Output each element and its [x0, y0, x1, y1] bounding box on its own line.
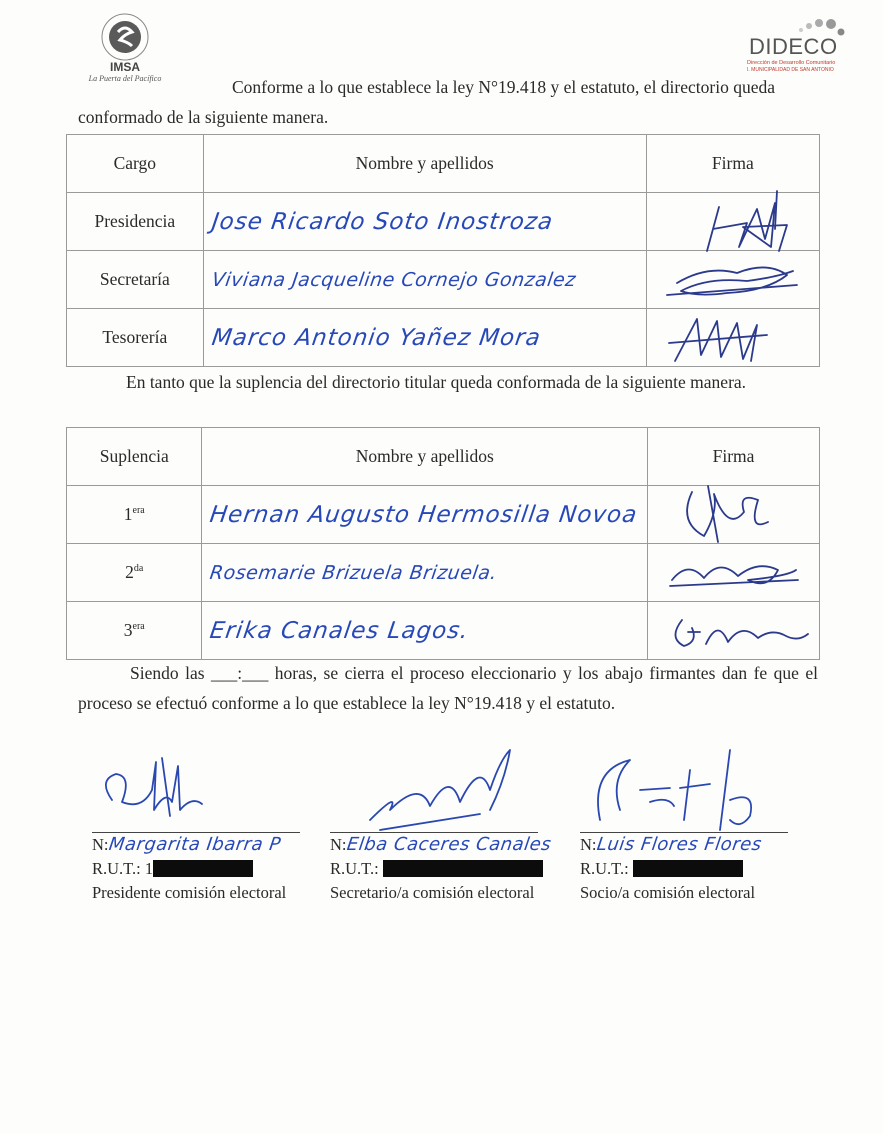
- signatory-role: Presidente comisión electoral: [92, 883, 287, 902]
- signature-line: [580, 832, 788, 833]
- header-cargo: Cargo: [67, 135, 204, 193]
- header-nombre: Nombre y apellidos: [203, 135, 646, 193]
- handwritten-name: Rosemarie Brizuela Brizuela.: [208, 561, 499, 584]
- handwritten-name: Hernan Augusto Hermosilla Novoa: [208, 501, 640, 528]
- signature-mark: [648, 598, 824, 662]
- ordinal-number: 2: [125, 562, 134, 582]
- rut-label: R.U.T.:: [330, 859, 379, 878]
- cargo-cell: Tesorería: [67, 309, 204, 367]
- suplencia-cell: [67, 486, 202, 544]
- table-header-row: [67, 135, 820, 193]
- table-row: [67, 486, 820, 544]
- signature-block-president: [92, 740, 312, 910]
- header-firma: Firma: [646, 135, 819, 193]
- signature-line: [92, 832, 300, 833]
- header-nombre: Nombre y apellidos: [202, 428, 648, 486]
- table-header-row: [67, 428, 820, 486]
- signature-mark: [648, 540, 824, 604]
- dideco-subtitle: Dirección de Desarrollo Comunitario: [747, 60, 836, 66]
- cargo-cell: Secretaría: [67, 251, 204, 309]
- dideco-logo: [735, 14, 845, 76]
- suplencia-cell: [67, 544, 202, 602]
- signature-mark: [647, 305, 823, 369]
- signature-mark: [648, 482, 824, 546]
- signature-cell: [646, 193, 819, 251]
- name-cell: [202, 544, 648, 602]
- substitutes-table: [66, 427, 820, 660]
- signature-mark: [92, 740, 312, 835]
- signatory-name: Luis Flores Flores: [595, 834, 763, 855]
- imsa-tagline: La Puerta del Pacífico: [88, 74, 162, 83]
- dideco-municipality: I. MUNICIPALIDAD DE SAN ANTONIO: [747, 67, 834, 73]
- table-row: [67, 602, 820, 660]
- signature-cell: [648, 602, 820, 660]
- table-row: [67, 251, 820, 309]
- table-row: [67, 193, 820, 251]
- header-suplencia: Suplencia: [67, 428, 202, 486]
- signatory-name: Elba Caceres Canales: [345, 834, 553, 855]
- rut-label: R.U.T.:: [580, 859, 629, 878]
- closing-paragraph: Siendo las ___:___ horas, se cierra el proceso eleccionario y los abajo firmantes dan fe que el proceso se efectuó conforme a lo que establece la ley N°19.418 y el estatuto.: [78, 663, 818, 713]
- signature-line: [330, 832, 538, 833]
- name-cell: [202, 602, 648, 660]
- intro-paragraph: Conforme a lo que establece la ley N°19.418 y el estatuto, el directorio queda conformado de la siguiente manera.: [78, 77, 775, 127]
- ordinal-suffix: era: [132, 505, 145, 517]
- ordinal-suffix: era: [132, 621, 145, 633]
- signatory-role: Secretario/a comisión electoral: [330, 883, 535, 902]
- signature-mark: [330, 740, 550, 835]
- rut-redaction: [633, 860, 743, 877]
- signature-cell: [648, 544, 820, 602]
- handwritten-name: Marco Antonio Yañez Mora: [209, 324, 543, 351]
- signatory-name: Margarita Ibarra P: [107, 834, 282, 855]
- cargo-cell: Presidencia: [67, 193, 204, 251]
- dideco-name: DIDECO: [749, 34, 838, 59]
- suplencia-cell: [67, 602, 202, 660]
- name-label: N:: [330, 835, 347, 854]
- signature-block-member: [580, 740, 800, 910]
- imsa-name: IMSA: [110, 60, 140, 74]
- board-table: [66, 134, 820, 367]
- header-firma: Firma: [648, 428, 820, 486]
- handwritten-name: Jose Ricardo Soto Inostroza: [209, 208, 555, 235]
- name-cell: [202, 486, 648, 544]
- name-cell: [203, 309, 646, 367]
- signature-cell: [646, 309, 819, 367]
- name-cell: [203, 193, 646, 251]
- ordinal-number: 1: [123, 504, 133, 524]
- signature-mark: [580, 740, 800, 835]
- signature-block-secretary: [330, 740, 553, 910]
- handwritten-name: Erika Canales Lagos.: [208, 617, 471, 644]
- rut-redaction: [153, 860, 253, 877]
- name-label: N:: [580, 835, 597, 854]
- rut-redaction: [383, 860, 543, 877]
- signature-mark: [647, 189, 823, 253]
- substitute-paragraph: En tanto que la suplencia del directorio titular queda conformada de la siguiente manera.: [126, 372, 747, 392]
- municipal-seal-icon: [100, 12, 150, 62]
- signatory-role: Socio/a comisión electoral: [580, 883, 756, 902]
- dots-icon: [765, 14, 845, 36]
- table-row: [67, 544, 820, 602]
- signature-cell: [646, 251, 819, 309]
- name-cell: [203, 251, 646, 309]
- rut-visible: 1: [144, 859, 154, 878]
- rut-label: R.U.T.:: [92, 859, 141, 878]
- signature-mark: [647, 247, 823, 311]
- table-row: [67, 309, 820, 367]
- name-label: N:: [92, 835, 109, 854]
- ordinal-suffix: da: [133, 563, 144, 575]
- ordinal-number: 3: [123, 620, 133, 640]
- signature-cell: [648, 486, 820, 544]
- handwritten-name: Viviana Jacqueline Cornejo Gonzalez: [210, 268, 578, 291]
